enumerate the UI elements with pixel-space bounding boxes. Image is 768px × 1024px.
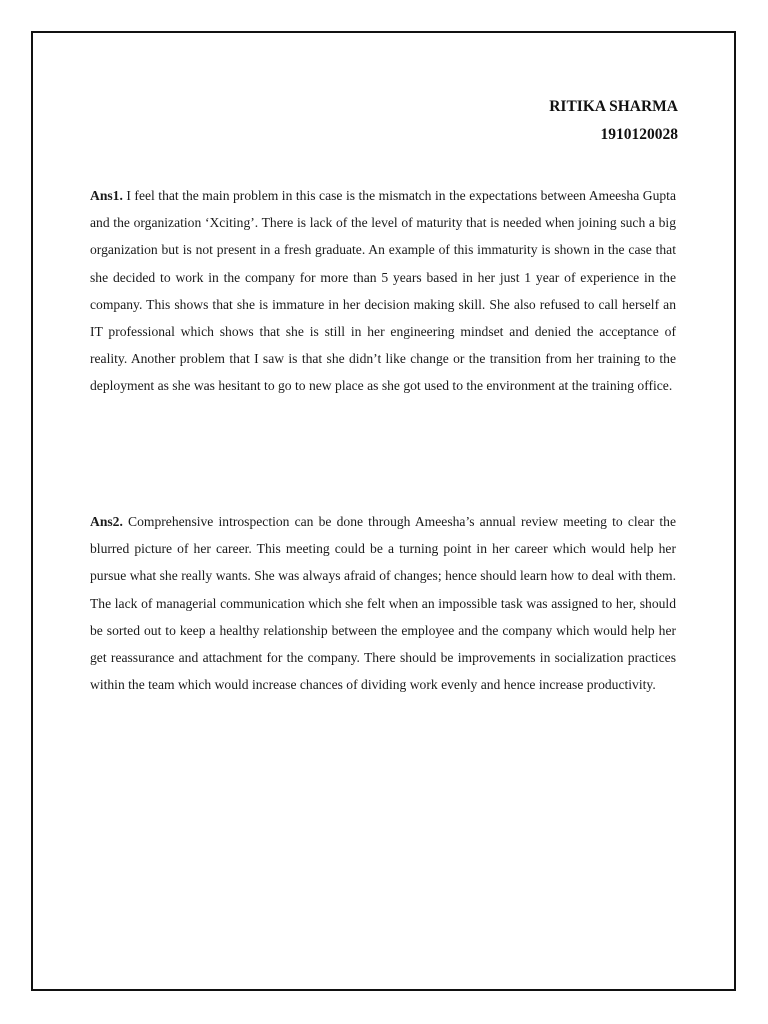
answer-1 xyxy=(90,182,676,400)
answer-2-text: Comprehensive introspection can be done through Ameesha’s annual review meeting to clear the blurred picture of her career. This meeting could be a turning point in her career which would help her pursue what she really wants. She was always afraid of changes; hence should learn how to deal with them. The lack of managerial communication which she felt when an impossible task was assigned to her, should be sorted out to keep a healthy relationship between the employee and the company which would help her get reassurance and attachment for the company. There should be improvements in socialization practices within the team which would increase chances of dividing work evenly and hence increase productivity. xyxy=(90,514,676,693)
answer-1-label: Ans1. xyxy=(90,188,123,203)
answer-2-label: Ans2. xyxy=(90,514,123,529)
author-name: RITIKA SHARMA xyxy=(549,98,678,115)
answer-2 xyxy=(90,508,676,698)
author-header xyxy=(549,93,678,149)
roll-number: 1910120028 xyxy=(600,126,678,143)
answer-1-text: I feel that the main problem in this case is the mismatch in the expectations between Ameesha Gupta and the organization ‘Xciting’. There is lack of the level of maturity that is needed when joining such a big organization but is not present in a fresh graduate. An example of this immaturity is shown in the case that she decided to work in the company for more than 5 years based in her just 1 year of experience in the company. This shows that she is immature in her decision making skill. She also refused to call herself an IT professional which shows that she is still in her engineering mindset and denied the acceptance of reality. Another problem that I saw is that she didn’t like change or the transition from her training to the deployment as she was hesitant to go to new place as she got used to the environment at the training office. xyxy=(90,188,676,394)
